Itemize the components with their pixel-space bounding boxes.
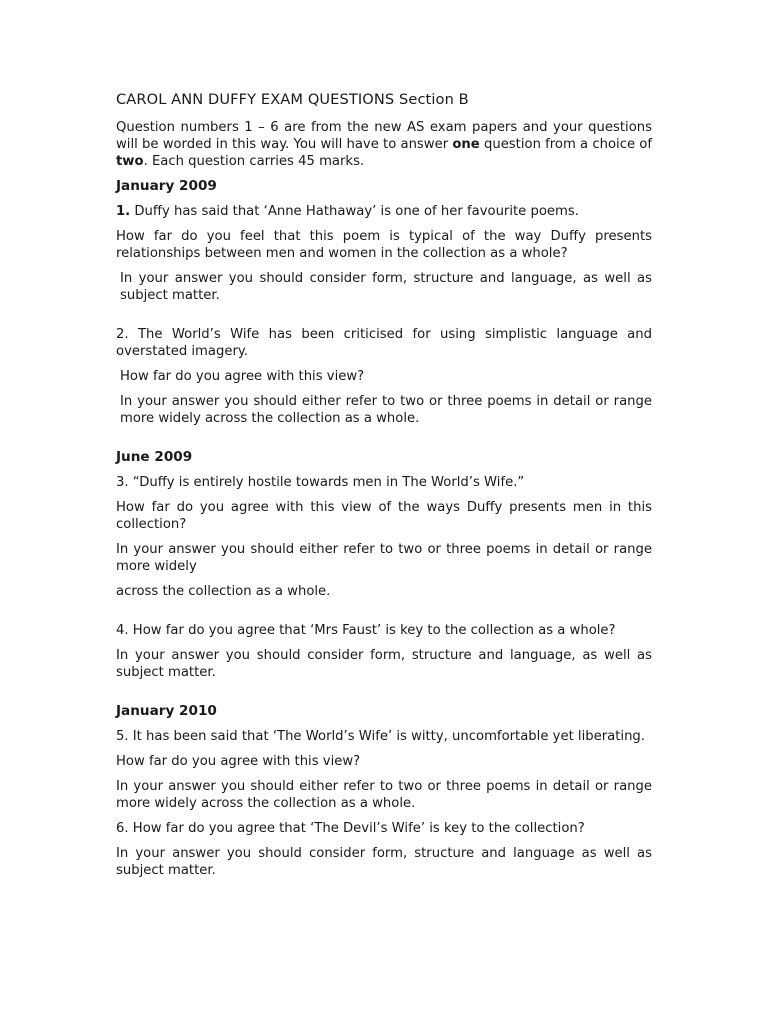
question-2-instruction: In your answer you should either refer to two or three poems in detail or range more widely across the collection as a whole. <box>120 394 652 426</box>
question-2-prompt: How far do you agree with this view? <box>120 369 365 384</box>
question-3-instruction: In your answer you should either refer to two or three poems in detail or range more widely <box>116 542 652 574</box>
question-1-number: 1. <box>116 204 131 219</box>
intro-bold-one: one <box>452 137 480 152</box>
question-3-prompt: How far do you agree with this view of the ways Duffy presents men in this collection? <box>116 500 652 532</box>
question-1-text: Duffy has said that ‘Anne Hathaway’ is one of her favourite poems. <box>130 204 579 219</box>
question-6-instruction: In your answer you should consider form, structure and language as well as subject matter. <box>116 846 652 878</box>
intro-text-3: . Each question carries 45 marks. <box>143 154 365 169</box>
question-2: 2. The World’s Wife has been criticised for using simplistic language and overstated imagery. <box>116 327 652 359</box>
question-5-instruction: In your answer you should either refer to two or three poems in detail or range more widely across the collection as a whole. <box>116 779 652 811</box>
spacer <box>116 435 652 449</box>
section-heading-jun-2009: June 2009 <box>116 449 193 465</box>
document-page <box>116 90 652 887</box>
question-5-prompt: How far do you agree with this view? <box>116 754 361 769</box>
intro-text-1: Question numbers 1 – 6 are from the new AS exam papers and your questions will be worded in this way. You will have to answer <box>116 120 652 152</box>
question-1-prompt: How far do you feel that this poem is typical of the way Duffy presents relationships between men and women in the collection as a whole? <box>116 229 652 261</box>
document-title: CAROL ANN DUFFY EXAM QUESTIONS Section B <box>116 91 469 108</box>
spacer <box>116 689 652 703</box>
question-3-instruction-cont: across the collection as a whole. <box>116 584 331 599</box>
question-1 <box>116 203 652 220</box>
section-heading-jan-2009: January 2009 <box>116 178 217 194</box>
intro-bold-two: two <box>116 154 144 169</box>
spacer <box>116 312 652 326</box>
question-5: 5. It has been said that ‘The World’s Wife’ is witty, uncomfortable yet liberating. <box>116 729 645 744</box>
intro-text-2: question from a choice of <box>479 137 652 152</box>
question-4-instruction: In your answer you should consider form, structure and language, as well as subject matter. <box>116 648 652 680</box>
section-heading-jan-2010: January 2010 <box>116 703 217 719</box>
intro-paragraph <box>116 119 652 170</box>
spacer <box>116 608 652 622</box>
question-1-instruction: In your answer you should consider form, structure and language, as well as subject matter. <box>120 271 652 303</box>
question-4: 4. How far do you agree that ‘Mrs Faust’ is key to the collection as a whole? <box>116 623 616 638</box>
question-6: 6. How far do you agree that ‘The Devil’s Wife’ is key to the collection? <box>116 821 585 836</box>
question-3: 3. “Duffy is entirely hostile towards men in The World’s Wife.” <box>116 475 525 490</box>
